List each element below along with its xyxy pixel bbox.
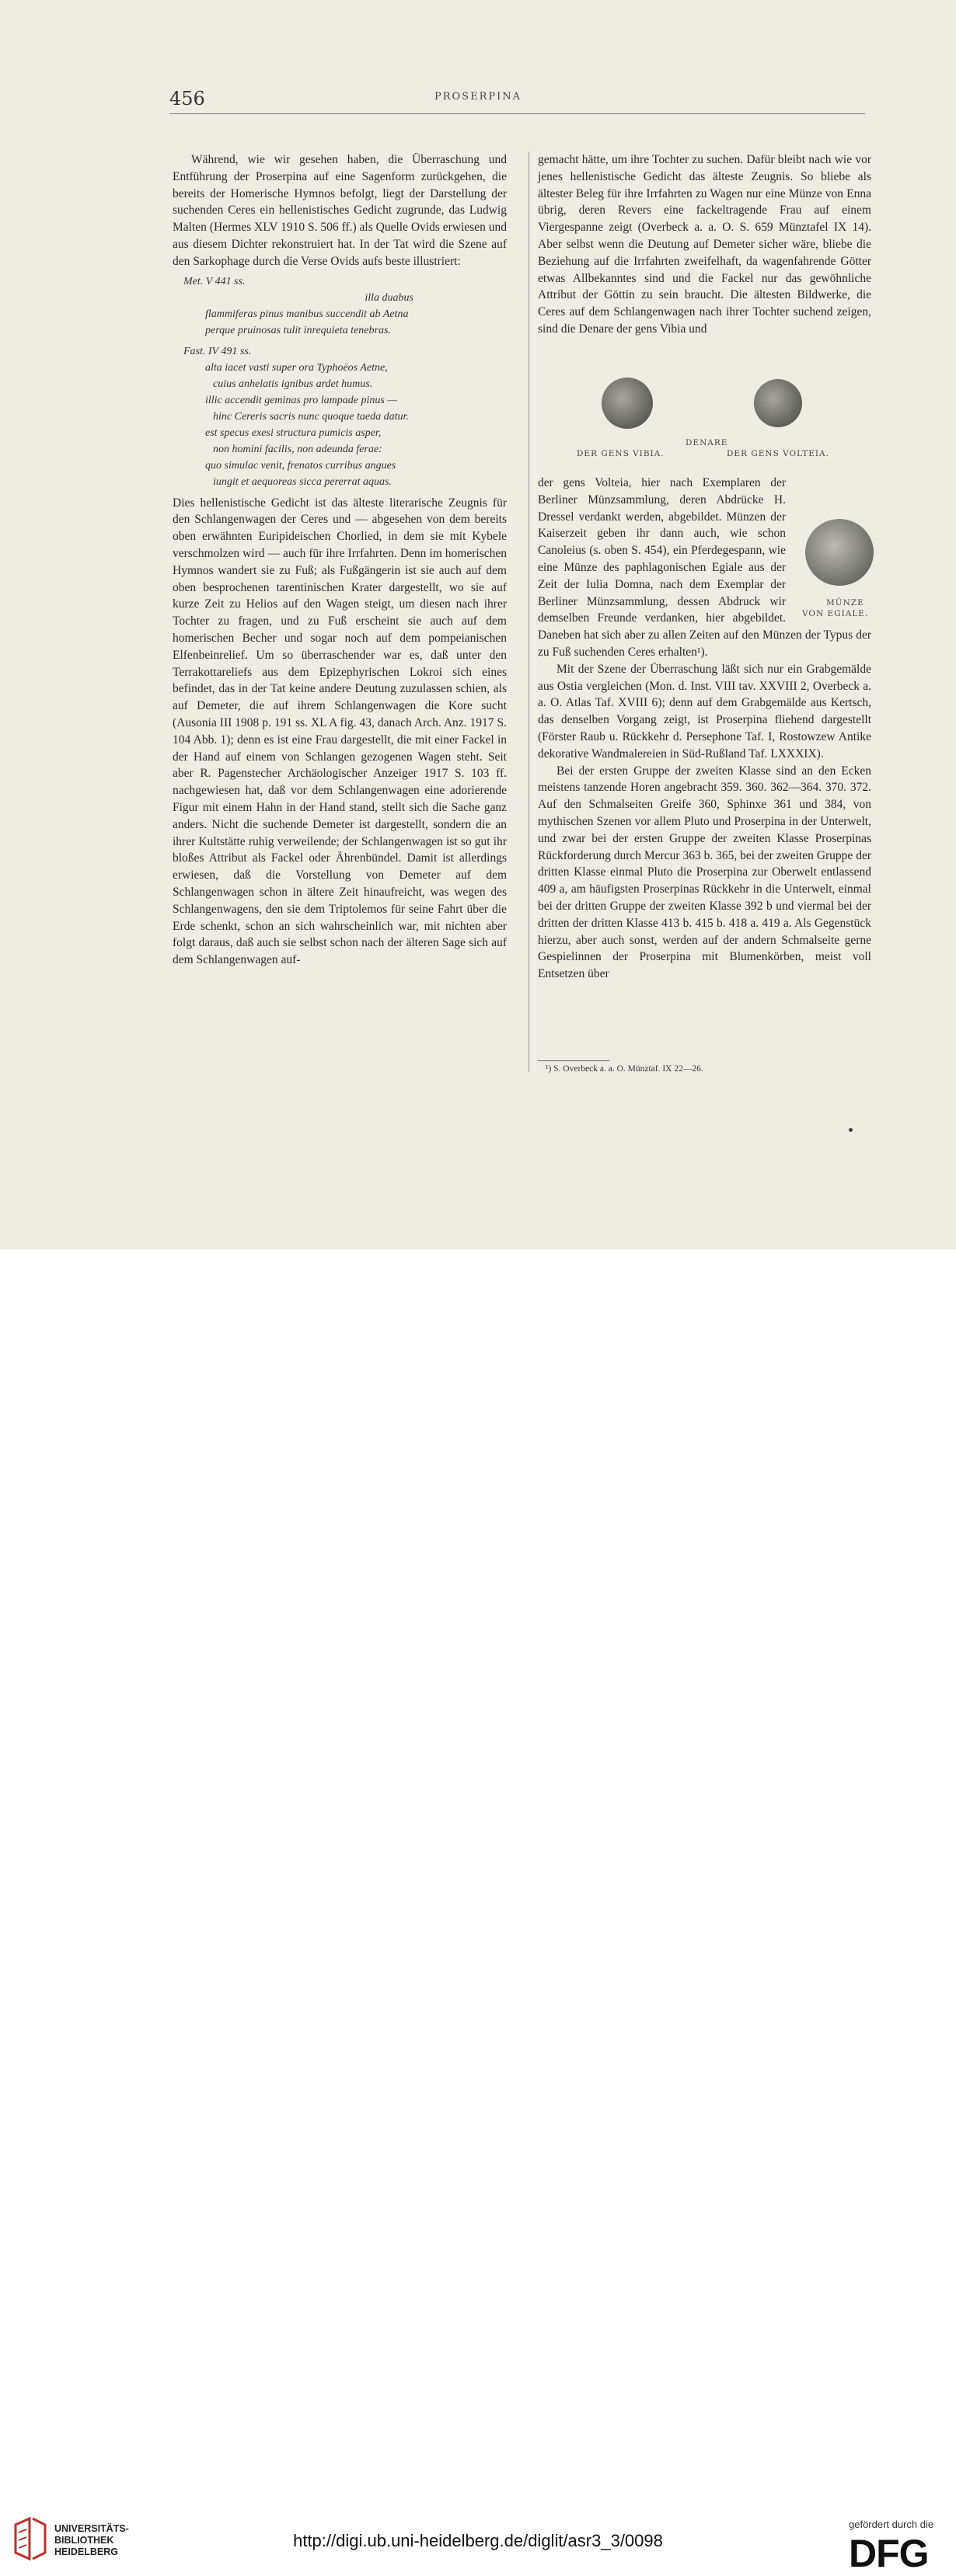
permalink-url[interactable]: http://digi.ub.uni-heidelberg.de/diglit/asr3_3/0098 [293, 2531, 663, 2550]
quote-line: flammiferas pinus manibus succendit ab Aetna [205, 308, 409, 320]
coin-vibia-image [602, 378, 653, 429]
header-rule [169, 113, 865, 114]
dfg-logo: DFG [849, 2532, 929, 2575]
quote-line: quo simulac venit, frenatos curribus angues [205, 459, 396, 472]
quote-line: Met. V 441 ss. [183, 275, 246, 287]
running-title: PROSERPINA [434, 91, 522, 103]
library-name-line: BIBLIOTHEK [54, 2535, 114, 2546]
quote-line: est specus exesi structura pumicis asper, [205, 426, 382, 439]
viewer-footer [0, 1249, 956, 2575]
funded-by-label: gefördert durch die [849, 2519, 934, 2530]
footnote-rule [538, 1060, 609, 1061]
quote-line: cuius anhelatis ignibus ardet humus. [213, 378, 373, 390]
coin-figure [577, 378, 847, 458]
coin-caption-vibia: DER GENS VIBIA. [577, 449, 665, 458]
library-name-line: HEIDELBERG [54, 2546, 118, 2557]
coin-egiale-caption-2: VON EGIALE. [802, 609, 869, 618]
ink-dot [849, 1128, 853, 1132]
coin-egiale-image [805, 519, 874, 586]
right-column-top [538, 151, 871, 338]
quote-line: hinc Cereris sacris nunc quoque taeda datur. [213, 410, 409, 423]
coin-volteia-image [754, 379, 802, 427]
left-column [173, 151, 507, 969]
quote-line: illic accendit geminas pro lampade pinus — [205, 394, 397, 406]
coin-caption-center: DENARE [686, 438, 728, 447]
right-paragraph-2: der gens Volteia, hier nach Exemplaren der Berliner Münzsammlung, deren Abdrücke H. Dressel verdankt werden, abgebildet. Münzen der Kaiserzeit geben ihr dann auch, wie schon Canoleius (s. oben S. 454), ein Pferdegespann, wie eine Münze des paphlagonischen Egiale aus der Zeit der Iulia Domna, nach dem Exemplar der Berliner Münzsammlung, dessen Abdruck wir demselben Freunde verdanken, hier abgebildet. Daneben hat sich aber zu allen Zeiten auf den Münzen der Typus der zu Fuß suchenden Ceres erhalten¹). [538, 476, 871, 659]
library-name-line: UNIVERSITÄTS- [54, 2523, 129, 2534]
footnote: ¹) S. Overbeck a. a. O. Münztaf. IX 22—26. [546, 1064, 703, 1074]
quote-line: non homini facilis, non adeunda ferae: [213, 443, 382, 455]
quote-line: Fast. IV 491 ss. [183, 345, 252, 357]
quote-metamorphoses [173, 273, 507, 339]
quote-line: iungit et aequoreas sicca pererrat aquas. [213, 475, 392, 488]
right-paragraph-3: Mit der Szene der Überraschung läßt sich nur ein Grabgemälde aus Ostia vergleichen (Mon. d. Inst. VIII tav. XXVIII 2, Overbeck a. a. O. Atlas Taf. XVIII 6); denn auf dem Grabgemälde aus Kertsch, das denselben Vorgang zeigt, ist Proserpina fliehend dargestellt (Förster Raub u. Rückkehr d. Persephone Taf. I, Rostowzew Antike dekorative Wandmalereien in Süd-Rußland Taf. LXXXIX). [538, 662, 871, 761]
page-number: 456 [169, 88, 205, 110]
left-paragraph-2: Dies hellenistische Gedicht ist das älteste literarische Zeugnis für den Schlangenwagen der Ceres und — abgesehen von dem bereits oben erwähnten Euripideischen Chorlied, in dem sie mit Kybele verschmolzen wird — auch für ihre Irrfahrten. Denn im homerischen Hymnos wandert sie zu Fuß; als Fußgängerin ist sie auch auf dem oben besprochenen tarentinischen Krater dargestellt, wo sie auf kurze Zeit zu Helios auf den Wagen steigt, um diesen nach ihrer Tochter zu fragen, und zu Fuß erscheint sie auch auf dem homerischen Becher und sogar noch auf dem pompeianischen Elfenbeinrelief. Um so überraschender war es, daß unter den Terrakottareliefs aus dem Epizephyrischen Lokroi sich eines befindet, das in der Tat keine andere Deutung zuzulassen schien, als auf Demeter, die auf ihrem Schlangenwagen die Kore sucht (Ausonia III 1908 p. 191 ss. XL A fig. 43, danach Arch. Anz. 1917 S. 104 Abb. 1); denn es ist eine Frau dargestellt, die mit einer Fackel in der Hand auf einem von Schlangen gezogenen Wagen steht. Seit aber R. Pagenstecher Archäologischer Anzeiger 1917 S. 103 ff. nachgewiesen hat, daß vor dem Schlangenwagen eine adorierende Figur mit einem Hahn in der Hand stand, stellt sich die Sache ganz anders. Nicht die suchende Demeter ist dargestellt, sondern die an ihrer Kultstätte ruhig verweilende; der Schlangenwagen ist so gut ihr bloßes Attribut als Fackel oder Ährenbündel. Damit ist allerdings erwiesen, daß die Vorstellung von Demeter auf dem Schlangenwagen schon in ältere Zeit hinaufreicht, was wegen des Schlangenwagens, den sie dem Triptolemos für seine Fahrt über die Erde schenkt, schon an sich wahrscheinlich war, mit nichten aber folgt daraus, daß auch sie selbst schon nach der älteren Sage sich auf dem Schlangenwagen auf- [173, 496, 507, 967]
right-paragraph-4: Bei der ersten Gruppe der zweiten Klasse sind an den Ecken meistens tanzende Horen angebracht 359. 360. 362—364. 370. 372. Auf den Schmalseiten Greife 360, Sphinxe 361 und 384, von mythischen Szenen vor allem Pluto und Proserpina in der Unterwelt, und zwar bei der ersten Gruppe der zweiten Klasse Proserpinas Rückforderung durch Mercur 363 b. 365, bei der zweiten Gruppe der dritten Klasse einmal Pluto die Proserpina zur Oberwelt entlassend 409 a, am häufigsten Proserpinas Rückkehr in die Unterwelt, einmal bei der dritten Gruppe der zweiten Klasse 392 b und viermal bei der dritten der dritten Klasse 413 b. 415 b. 418 a. 419 a. Als Gegenstück hierzu, aber auch sonst, werden auf der andern Schmalseite gerne Gespielinnen der Proserpina mit Blumenkörben, meist voll Entsetzen über [538, 764, 871, 981]
quote-fasti [173, 343, 507, 490]
quote-line: perque pruinosas tulit inrequieta tenebras. [205, 324, 391, 336]
scanned-page [0, 0, 956, 1249]
coin-caption-volteia: DER GENS VOLTEIA. [727, 449, 829, 458]
right-paragraph-1: gemacht hätte, um ihre Tochter zu suchen. Dafür bleibt nach wie vor jenes hellenistische Gedicht das älteste Zeugnis. So bliebe als ältester Beleg für ihre Irrfahrten zu Wagen nur eine Münze von Enna übrig, deren Revers eine fackeltragende Frau auf einem Viergespanne zeigt (Overbeck a. a. O. S. 659 Münztafel IX 14). Aber selbst wenn die Deutung auf Demeter sicher wäre, bliebe die Beziehung auf die Irrfahrten zweifelhaft, da wagenfahrende Götter etwas Allbekanntes sind und die Fackel nur das gewöhnliche Attribut der Göttin zu sein braucht. Die ältesten Bildwerke, die Ceres auf dem Schlangenwagen nach ihrer Tochter suchend zeigen, sind die Denare der gens Vibia und [538, 153, 871, 336]
quote-line: alta iacet vasti super ora Typhoëos Aetne, [205, 361, 388, 374]
quote-line: illa duabus [365, 291, 413, 304]
coin-egiale-caption-1: MÜNZE [826, 598, 864, 607]
left-paragraph-1: Während, wie wir gesehen haben, die Überraschung und Entführung der Proserpina auf eine Sagenform zurückgehen, die bereits der Homerische Hymnos befolgt, liegt der Darstellung der suchenden Ceres ein hellenistisches Gedicht zugrunde, das Ludwig Malten (Hermes XLV 1910 S. 506 ff.) als Quelle Ovids erwiesen und aus diesem Dichter rekonstruiert hat. In der Tat wird die Szene auf den Sarkophage durch die Verse Ovids aufs beste illustriert: [173, 153, 507, 268]
